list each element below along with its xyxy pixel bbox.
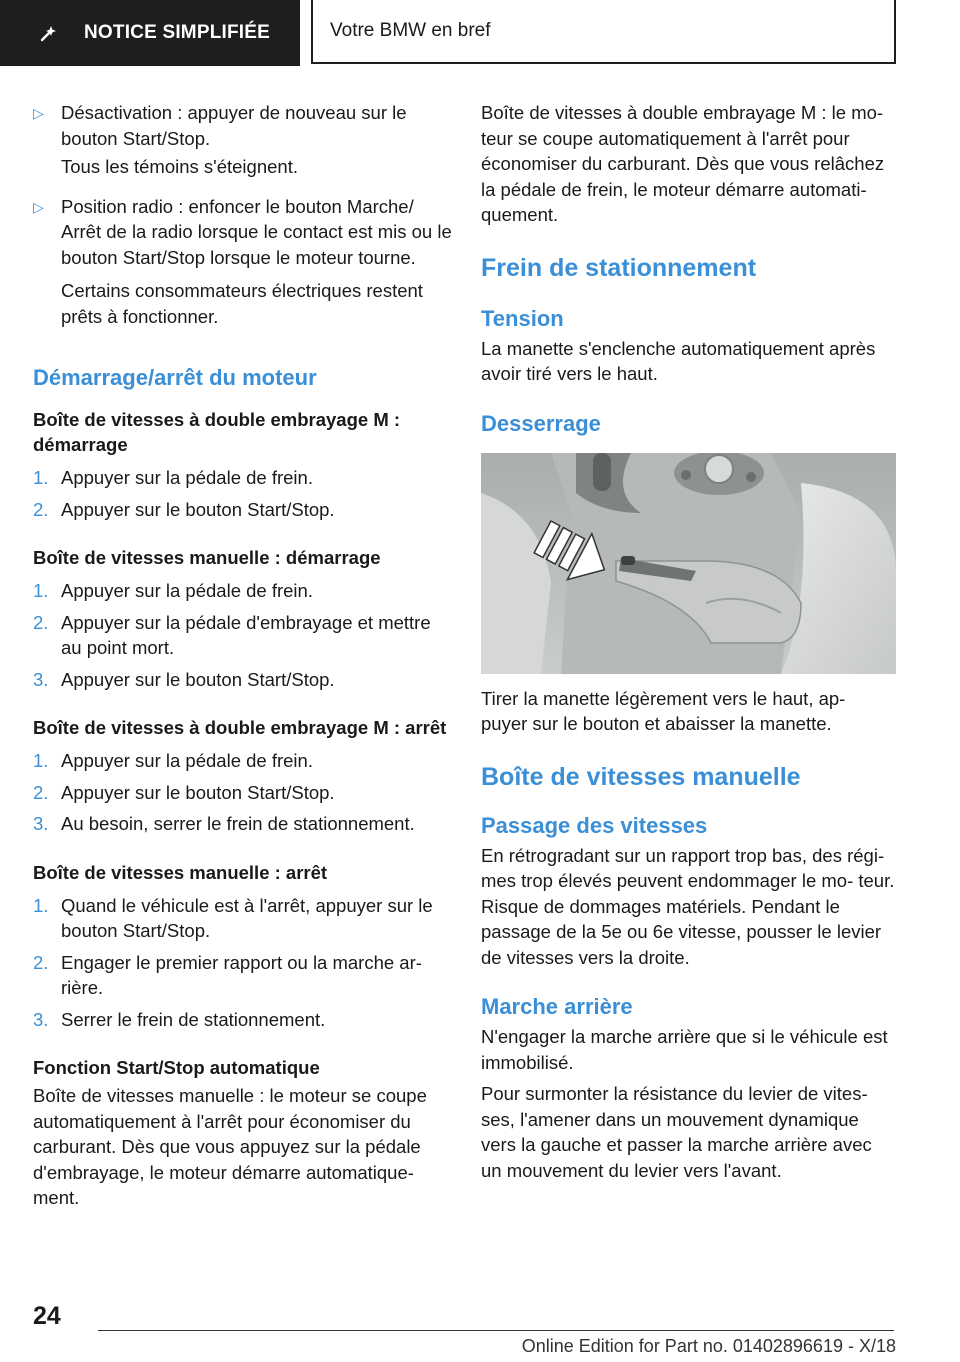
bullet-subtext: Tous les témoins s'éteignent. bbox=[61, 156, 298, 177]
subsection-heading: Passage des vitesses bbox=[481, 812, 708, 838]
left-column bbox=[33, 100, 453, 1211]
quick-reference-tab bbox=[0, 0, 300, 66]
body-paragraph: N'engager la marche arrière que si le véhicule est immobilisé. bbox=[481, 1026, 888, 1073]
bullet-subtext: Certains consommateurs électriques restent prêts à fonctionner. bbox=[61, 280, 423, 327]
body-paragraph: Pour surmonter la résistance du levier de vites- ses, l'amener dans un mouvement dynamique vers la gauche et passer la marche arrière avec un mouvement du levier vers l'avant. bbox=[481, 1083, 872, 1181]
body-paragraph: La manette s'enclenche automatiquement après avoir tiré vers le haut. bbox=[481, 337, 876, 384]
subsection-heading: Desserrage bbox=[481, 410, 601, 436]
numbered-step: 1. Appuyer sur la pédale de frein. bbox=[33, 580, 313, 601]
quick-reference-label: NOTICE SIMPLIFIÉE bbox=[84, 22, 271, 43]
footer-divider bbox=[98, 1330, 894, 1331]
numbered-step: 1. Appuyer sur la pédale de frein. bbox=[33, 467, 313, 488]
section-heading: Démarrage/arrêt du moteur bbox=[33, 365, 317, 390]
spark-icon bbox=[40, 24, 58, 42]
numbered-step: 2. Appuyer sur la pédale d'embrayage et mettre au point mort. bbox=[33, 611, 431, 658]
body-paragraph: Tirer la manette légèrement vers le haut, ap- puyer sur le bouton et abaisser la manette. bbox=[481, 687, 846, 734]
numbered-step: 1. Quand le véhicule est à l'arrêt, appuyer sur le bouton Start/Stop. bbox=[33, 894, 433, 941]
body-paragraph: Boîte de vitesses manuelle : le moteur se coupe automatiquement à l'arrêt pour économiser du carburant. Dès que vous appuyez sur la pédale d'embrayage, le moteur démarre automatique- ment. bbox=[33, 1085, 427, 1208]
numbered-step: 2. Engager le premier rapport ou la marche ar- rière. bbox=[33, 951, 422, 998]
numbered-step: 2. Appuyer sur le bouton Start/Stop. bbox=[33, 498, 335, 520]
numbered-step: 2. Appuyer sur le bouton Start/Stop. bbox=[33, 781, 335, 803]
body-paragraph: Boîte de vitesses à double embrayage M : le mo- teur se coupe automatiquement à l'arrêt pour économiser du carburant. Dès que vous relâchez la pédale de frein, le moteur démarre automati- quement. bbox=[481, 102, 885, 225]
triangle-bullet-icon: ▷ bbox=[33, 105, 44, 121]
edition-note: Online Edition for Part no. 01402896619 - X/18 bbox=[521, 1336, 896, 1356]
right-column bbox=[481, 100, 896, 1183]
subsection-heading: Boîte de vitesses manuelle : arrêt bbox=[33, 861, 328, 883]
numbered-step: 3. Au besoin, serrer le frein de stationnement. bbox=[33, 813, 415, 834]
bullet-item: ▷ Position radio : enfoncer le bouton Marche/ Arrêt de la radio lorsque le contact est mis ou le bouton Start/Stop lorsque le moteur tourne. bbox=[33, 195, 452, 268]
parking-brake-illustration bbox=[481, 453, 896, 674]
chapter-tab bbox=[311, 0, 896, 64]
numbered-step: 1. Appuyer sur la pédale de frein. bbox=[33, 750, 313, 771]
page-header bbox=[0, 0, 960, 66]
numbered-step: 3. Appuyer sur le bouton Start/Stop. bbox=[33, 668, 335, 690]
subsection-heading: Tension bbox=[481, 305, 564, 331]
section-heading: Boîte de vitesses manuelle bbox=[481, 762, 801, 791]
subsection-heading: Boîte de vitesses à double embrayage M : arrêt bbox=[33, 717, 447, 738]
page-number: 24 bbox=[33, 1302, 61, 1330]
section-heading: Frein de stationnement bbox=[481, 253, 757, 282]
chapter-label: Votre BMW en bref bbox=[330, 20, 491, 41]
subsection-heading: Boîte de vitesses à double embrayage M : démarrage bbox=[33, 409, 401, 455]
subsection-heading: Fonction Start/Stop automatique bbox=[33, 1057, 320, 1078]
subsection-heading: Marche arrière bbox=[481, 994, 633, 1019]
body-paragraph: En rétrogradant sur un rapport trop bas, des régi- mes trop élevés peuvent endommager le mo- teur. Risque de dommages matériels. Pendant le passage de la 5e ou 6e vitesse, pousser le levier de vitesses vers la droite. bbox=[481, 844, 895, 968]
numbered-step: 3. Serrer le frein de stationnement. bbox=[33, 1008, 326, 1030]
triangle-bullet-icon: ▷ bbox=[33, 198, 44, 215]
bullet-item: ▷ Désactivation : appuyer de nouveau sur le bouton Start/Stop. bbox=[33, 102, 407, 149]
parking-brake-photo bbox=[481, 453, 896, 674]
subsection-heading: Boîte de vitesses manuelle : démarrage bbox=[33, 547, 381, 568]
